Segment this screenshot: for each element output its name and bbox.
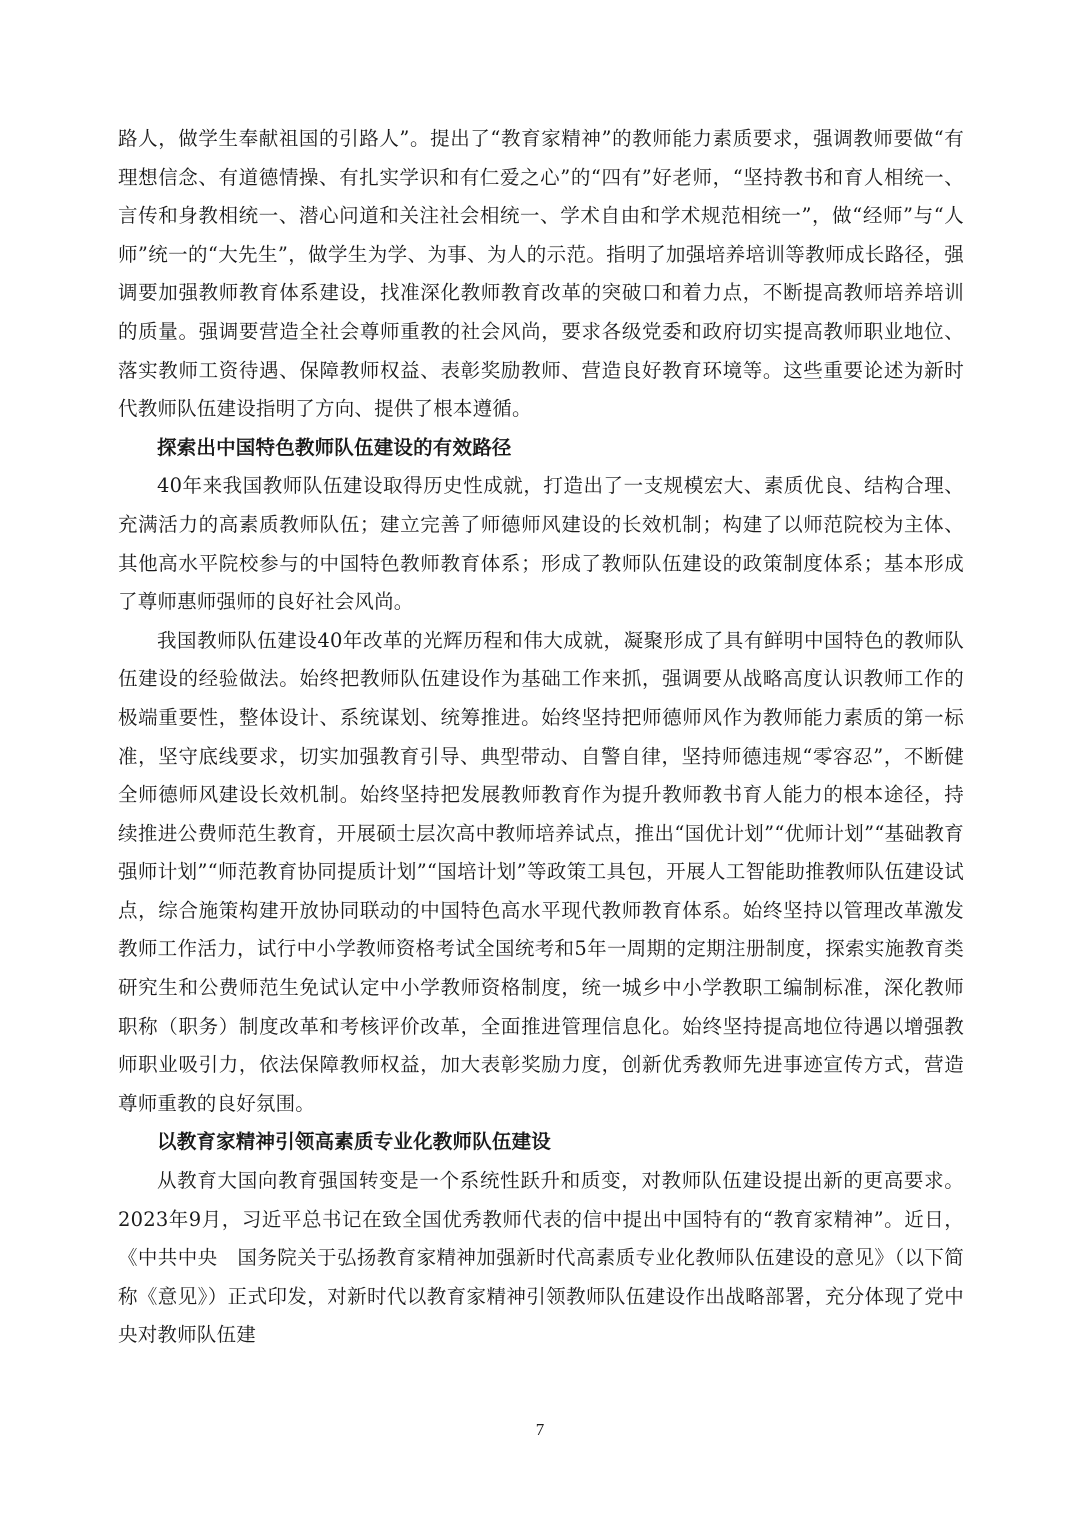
paragraph-experience: 我国教师队伍建设40年改革的光辉历程和伟大成就，凝聚形成了具有鲜明中国特色的教师队伍建设的经验做法。始终把教师队伍建设作为基础工作来抓，强调要从战略高度认识教师工作的极端重要性，整体设计、系统谋划、统筹推进。始终坚持把师德师风作为教师能力素质的第一标准，坚守底线要求，切实加强教育引导、典型带动、自警自律，坚持师德违规“零容忍”，不断健全师德师风建设长效机制。始终坚持把发展教师教育作为提升教师教书育人能力的根本途径，持续推进公费师范生教育，开展硕士层次高中教师培养试点，推出“国优计划”“优师计划”“基础教育强师计划”“师范教育协同提质计划”“国培计划”等政策工具包，开展人工智能助推教师队伍建设试点，综合施策构建开放协同联动的中国特色高水平现代教师教育体系。始终坚持以管理改革激发教师工作活力，试行中小学教师资格考试全国统考和5年一周期的定期注册制度，探索实施教育类研究生和公费师范生免试认定中小学教师资格制度，统一城乡中小学教职工编制标准，深化教师职称（职务）制度改革和考核评价改革，全面推进管理信息化。始终坚持提高地位待遇以增强教师职业吸引力，依法保障教师权益，加大表彰奖励力度，创新优秀教师先进事迹宣传方式，营造尊师重教的良好氛围。 (118, 628, 964, 1115)
page-number: 7 (535, 1420, 545, 1439)
section-heading-effective-path: 探索出中国特色教师队伍建设的有效路径 (157, 435, 512, 459)
paragraph-continued: 路人，做学生奉献祖国的引路人”。提出了“教育家精神”的教师能力素质要求，强调教师要做“有理想信念、有道德情操、有扎实学识和有仁爱之心”的“四有”好老师，“坚持教书和育人相统一、言传和身教相统一、潜心问道和关注社会相统一、学术自由和学术规范相统一”，做“经师”与“人师”统一的“大先生”，做学生为学、为事、为人的示范。指明了加强培养培训等教师成长路径，强调要加强教师教育体系建设，找准深化教师教育改革的突破口和着力点，不断提高教师培养培训的质量。强调要营造全社会尊师重教的社会风尚，要求各级党委和政府切实提高教师职业地位、落实教师工资待遇、保障教师权益、表彰奖励教师、营造良好教育环境等。这些重要论述为新时代教师队伍建设指明了方向、提供了根本遵循。 (118, 127, 964, 421)
paragraph-achievements: 40年来我国教师队伍建设取得历史性成就，打造出了一支规模宏大、素质优良、结构合理、充满活力的高素质教师队伍；建立完善了师德师风建设的长效机制；构建了以师范院校为主体、其他高水平院校参与的中国特色教师教育体系；形成了教师队伍建设的政策制度体系；基本形成了尊师惠师强师的良好社会风尚。 (118, 474, 964, 614)
section-heading-educator-spirit: 以教育家精神引领高素质专业化教师队伍建设 (157, 1130, 552, 1154)
document-body (118, 120, 964, 1355)
paragraph-education-power: 从教育大国向教育强国转变是一个系统性跃升和质变，对教师队伍建设提出新的更高要求。2023年9月，习近平总书记在致全国优秀教师代表的信中提出中国特有的“教育家精神”。近日，《中共中央 国务院关于弘扬教育家精神加强新时代高素质专业化教师队伍建设的意见》（以下简称《意见》）正式印发，对新时代以教育家精神引领教师队伍建设作出战略部署，充分体现了党中央对教师队伍建 (118, 1169, 964, 1347)
